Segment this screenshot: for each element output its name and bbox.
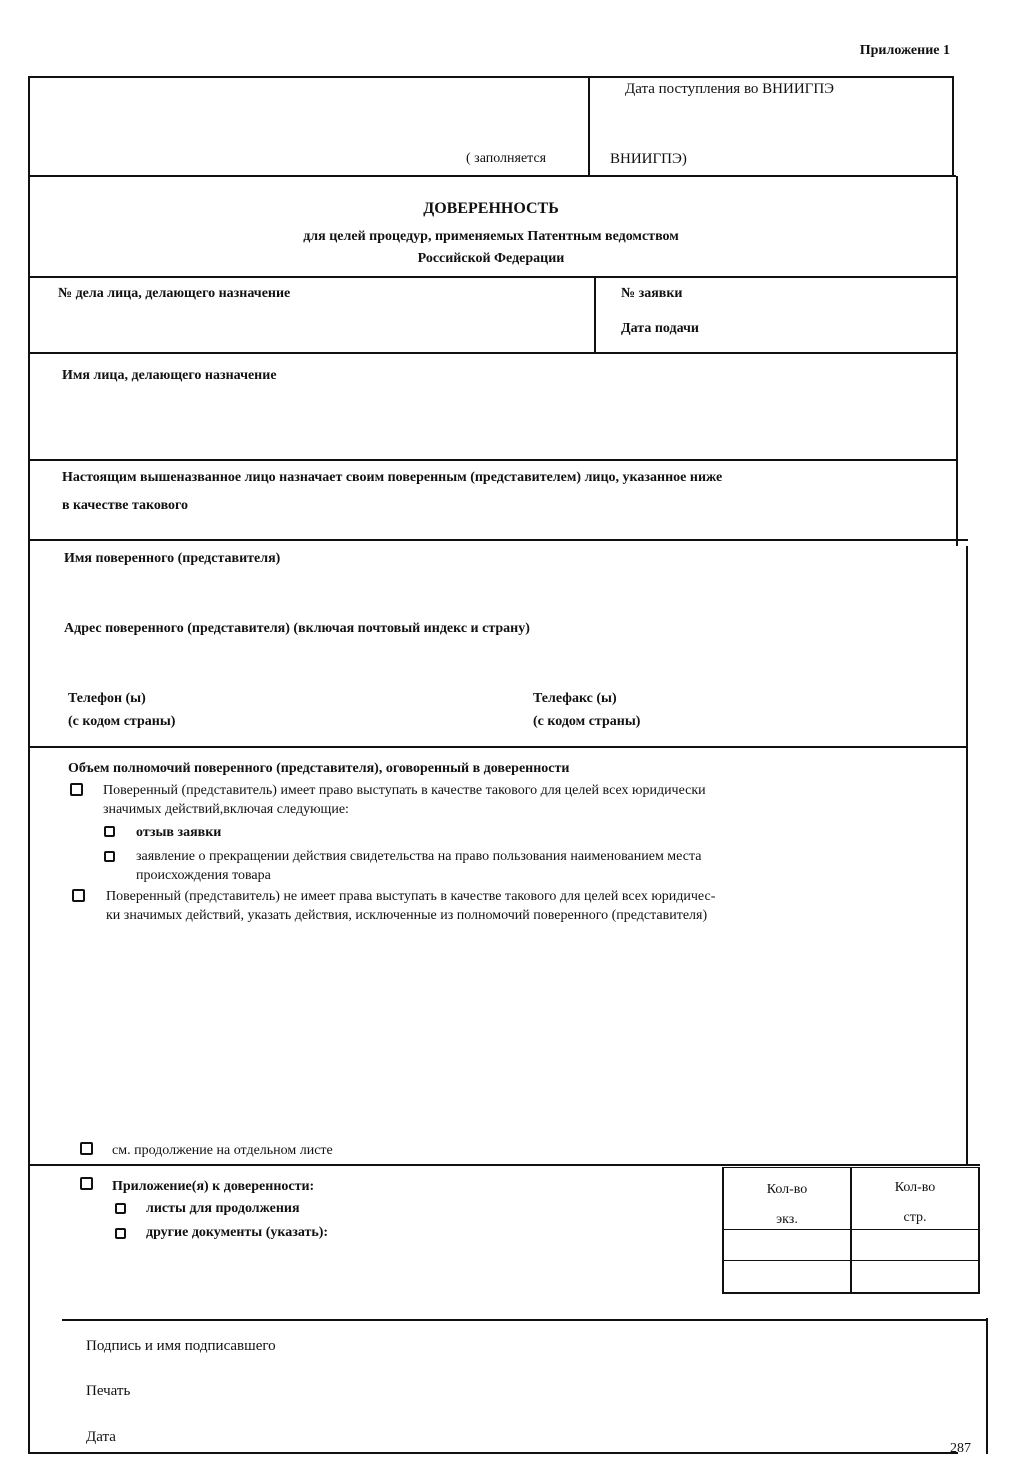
signature-field[interactable] bbox=[340, 1330, 940, 1360]
powers-option1-checkbox[interactable] bbox=[70, 783, 83, 796]
powers-option1-line1: Поверенный (представитель) имеет право выступать в качестве такового для целей всех юридически bbox=[103, 783, 706, 798]
document-subtitle-line2: Российской Федерации bbox=[417, 251, 565, 266]
termination-statement-line1: заявление о прекращении действия свидетельства на право пользования наименованием места bbox=[136, 849, 702, 864]
copies-count-cell-1[interactable] bbox=[726, 1231, 848, 1259]
frame-right-line-lower bbox=[966, 546, 968, 1166]
appointment-text-line2: в качестве такового bbox=[62, 498, 189, 513]
frame-bottom-line bbox=[28, 1452, 958, 1454]
header-divider-vertical bbox=[588, 76, 590, 176]
appendix-label: Приложение 1 bbox=[859, 43, 950, 58]
signature-top-line bbox=[62, 1319, 988, 1321]
continuation-sheets-checkbox[interactable] bbox=[115, 1203, 126, 1214]
excluded-actions-field[interactable] bbox=[60, 935, 950, 1125]
case-number-field[interactable] bbox=[40, 306, 580, 346]
withdraw-application-label: отзыв заявки bbox=[136, 825, 222, 840]
fax-sub-label: (с кодом страны) bbox=[533, 714, 641, 729]
filing-date-label: Дата подачи bbox=[621, 321, 699, 336]
representative-name-field[interactable] bbox=[40, 572, 950, 612]
count-table-row-line1 bbox=[722, 1229, 980, 1230]
frame-left-line bbox=[28, 76, 30, 1454]
continuation-sheets-label: листы для продолжения bbox=[146, 1201, 300, 1216]
phone-sub-label: (с кодом страны) bbox=[68, 714, 176, 729]
pages-count-cell-2[interactable] bbox=[854, 1262, 976, 1290]
signature-date-field[interactable] bbox=[140, 1422, 540, 1448]
header-left-note: ( заполняется bbox=[466, 151, 547, 166]
case-row-bottom-line bbox=[30, 352, 956, 354]
powers-option2-line2: ки значимых действий, указать действия, исключенные из полномочий поверенного (представителя) bbox=[106, 908, 708, 923]
receipt-date-note: ВНИИГПЭ) bbox=[610, 151, 687, 167]
appointer-name-label: Имя лица, делающего назначение bbox=[62, 368, 277, 383]
pages-count-header-line2: стр. bbox=[903, 1210, 927, 1225]
frame-right-line-upper bbox=[952, 76, 954, 176]
document-title: ДОВЕРЕННОСТЬ bbox=[423, 200, 559, 217]
copies-count-header-line1: Кол-во bbox=[766, 1182, 808, 1197]
powers-heading: Объем полномочий поверенного (представителя), оговоренный в доверенности bbox=[68, 761, 570, 776]
attachments-checkbox[interactable] bbox=[80, 1177, 93, 1190]
termination-statement-line2: происхождения товара bbox=[136, 868, 271, 883]
powers-option2-checkbox[interactable] bbox=[72, 889, 85, 902]
powers-option1-line2: значимых действий,включая следующие: bbox=[103, 802, 349, 817]
title-bottom-line bbox=[30, 276, 956, 278]
phone-label: Телефон (ы) bbox=[68, 691, 146, 706]
withdraw-application-checkbox[interactable] bbox=[104, 826, 115, 837]
document-subtitle-line1: для целей процедур, применяемых Патентным ведомством bbox=[303, 229, 679, 244]
continuation-bottom-line bbox=[30, 1164, 980, 1166]
date-label: Дата bbox=[86, 1429, 116, 1445]
continuation-checkbox[interactable] bbox=[80, 1142, 93, 1155]
representative-name-label: Имя поверенного (представителя) bbox=[64, 551, 281, 566]
case-row-divider bbox=[594, 276, 596, 354]
copies-count-cell-2[interactable] bbox=[726, 1262, 848, 1290]
page-number: 287 bbox=[950, 1441, 971, 1456]
stamp-label: Печать bbox=[86, 1383, 131, 1399]
appointment-bottom-line bbox=[30, 539, 968, 541]
continuation-label: см. продолжение на отдельном листе bbox=[112, 1143, 333, 1158]
powers-option2-line1: Поверенный (представитель) не имеет права выступать в качестве такового для целей всех юридичес- bbox=[106, 889, 716, 904]
frame-top-line bbox=[28, 76, 954, 78]
representative-address-field[interactable] bbox=[40, 642, 950, 682]
case-number-label: № дела лица, делающего назначение bbox=[58, 286, 291, 301]
attachments-heading: Приложение(я) к доверенности: bbox=[112, 1179, 315, 1194]
appointer-name-field[interactable] bbox=[40, 390, 940, 454]
receipt-date-title: Дата поступления во ВНИИГПЭ bbox=[625, 81, 835, 97]
fax-label: Телефакс (ы) bbox=[533, 691, 617, 706]
receipt-date-field[interactable] bbox=[594, 104, 950, 144]
application-number-label: № заявки bbox=[621, 286, 683, 301]
termination-statement-checkbox[interactable] bbox=[104, 851, 115, 862]
representative-bottom-line bbox=[30, 746, 968, 748]
appointment-text-line1: Настоящим вышеназванное лицо назначает своим поверенным (представителем) лицо, указанное ниже bbox=[62, 470, 723, 485]
copies-count-header-line2: экз. bbox=[776, 1212, 798, 1227]
appointer-bottom-line bbox=[30, 459, 956, 461]
other-documents-label: другие документы (указать): bbox=[146, 1225, 329, 1240]
count-table-row-line2 bbox=[722, 1260, 980, 1261]
pages-count-cell-1[interactable] bbox=[854, 1231, 976, 1259]
header-bottom-line bbox=[30, 175, 956, 177]
pages-count-header-line1: Кол-во bbox=[894, 1180, 936, 1195]
representative-address-label: Адрес поверенного (представителя) (включая почтовый индекс и страну) bbox=[64, 621, 530, 636]
frame-right-line-bottom bbox=[986, 1318, 988, 1454]
signature-label: Подпись и имя подписавшего bbox=[86, 1338, 276, 1354]
other-documents-checkbox[interactable] bbox=[115, 1228, 126, 1239]
